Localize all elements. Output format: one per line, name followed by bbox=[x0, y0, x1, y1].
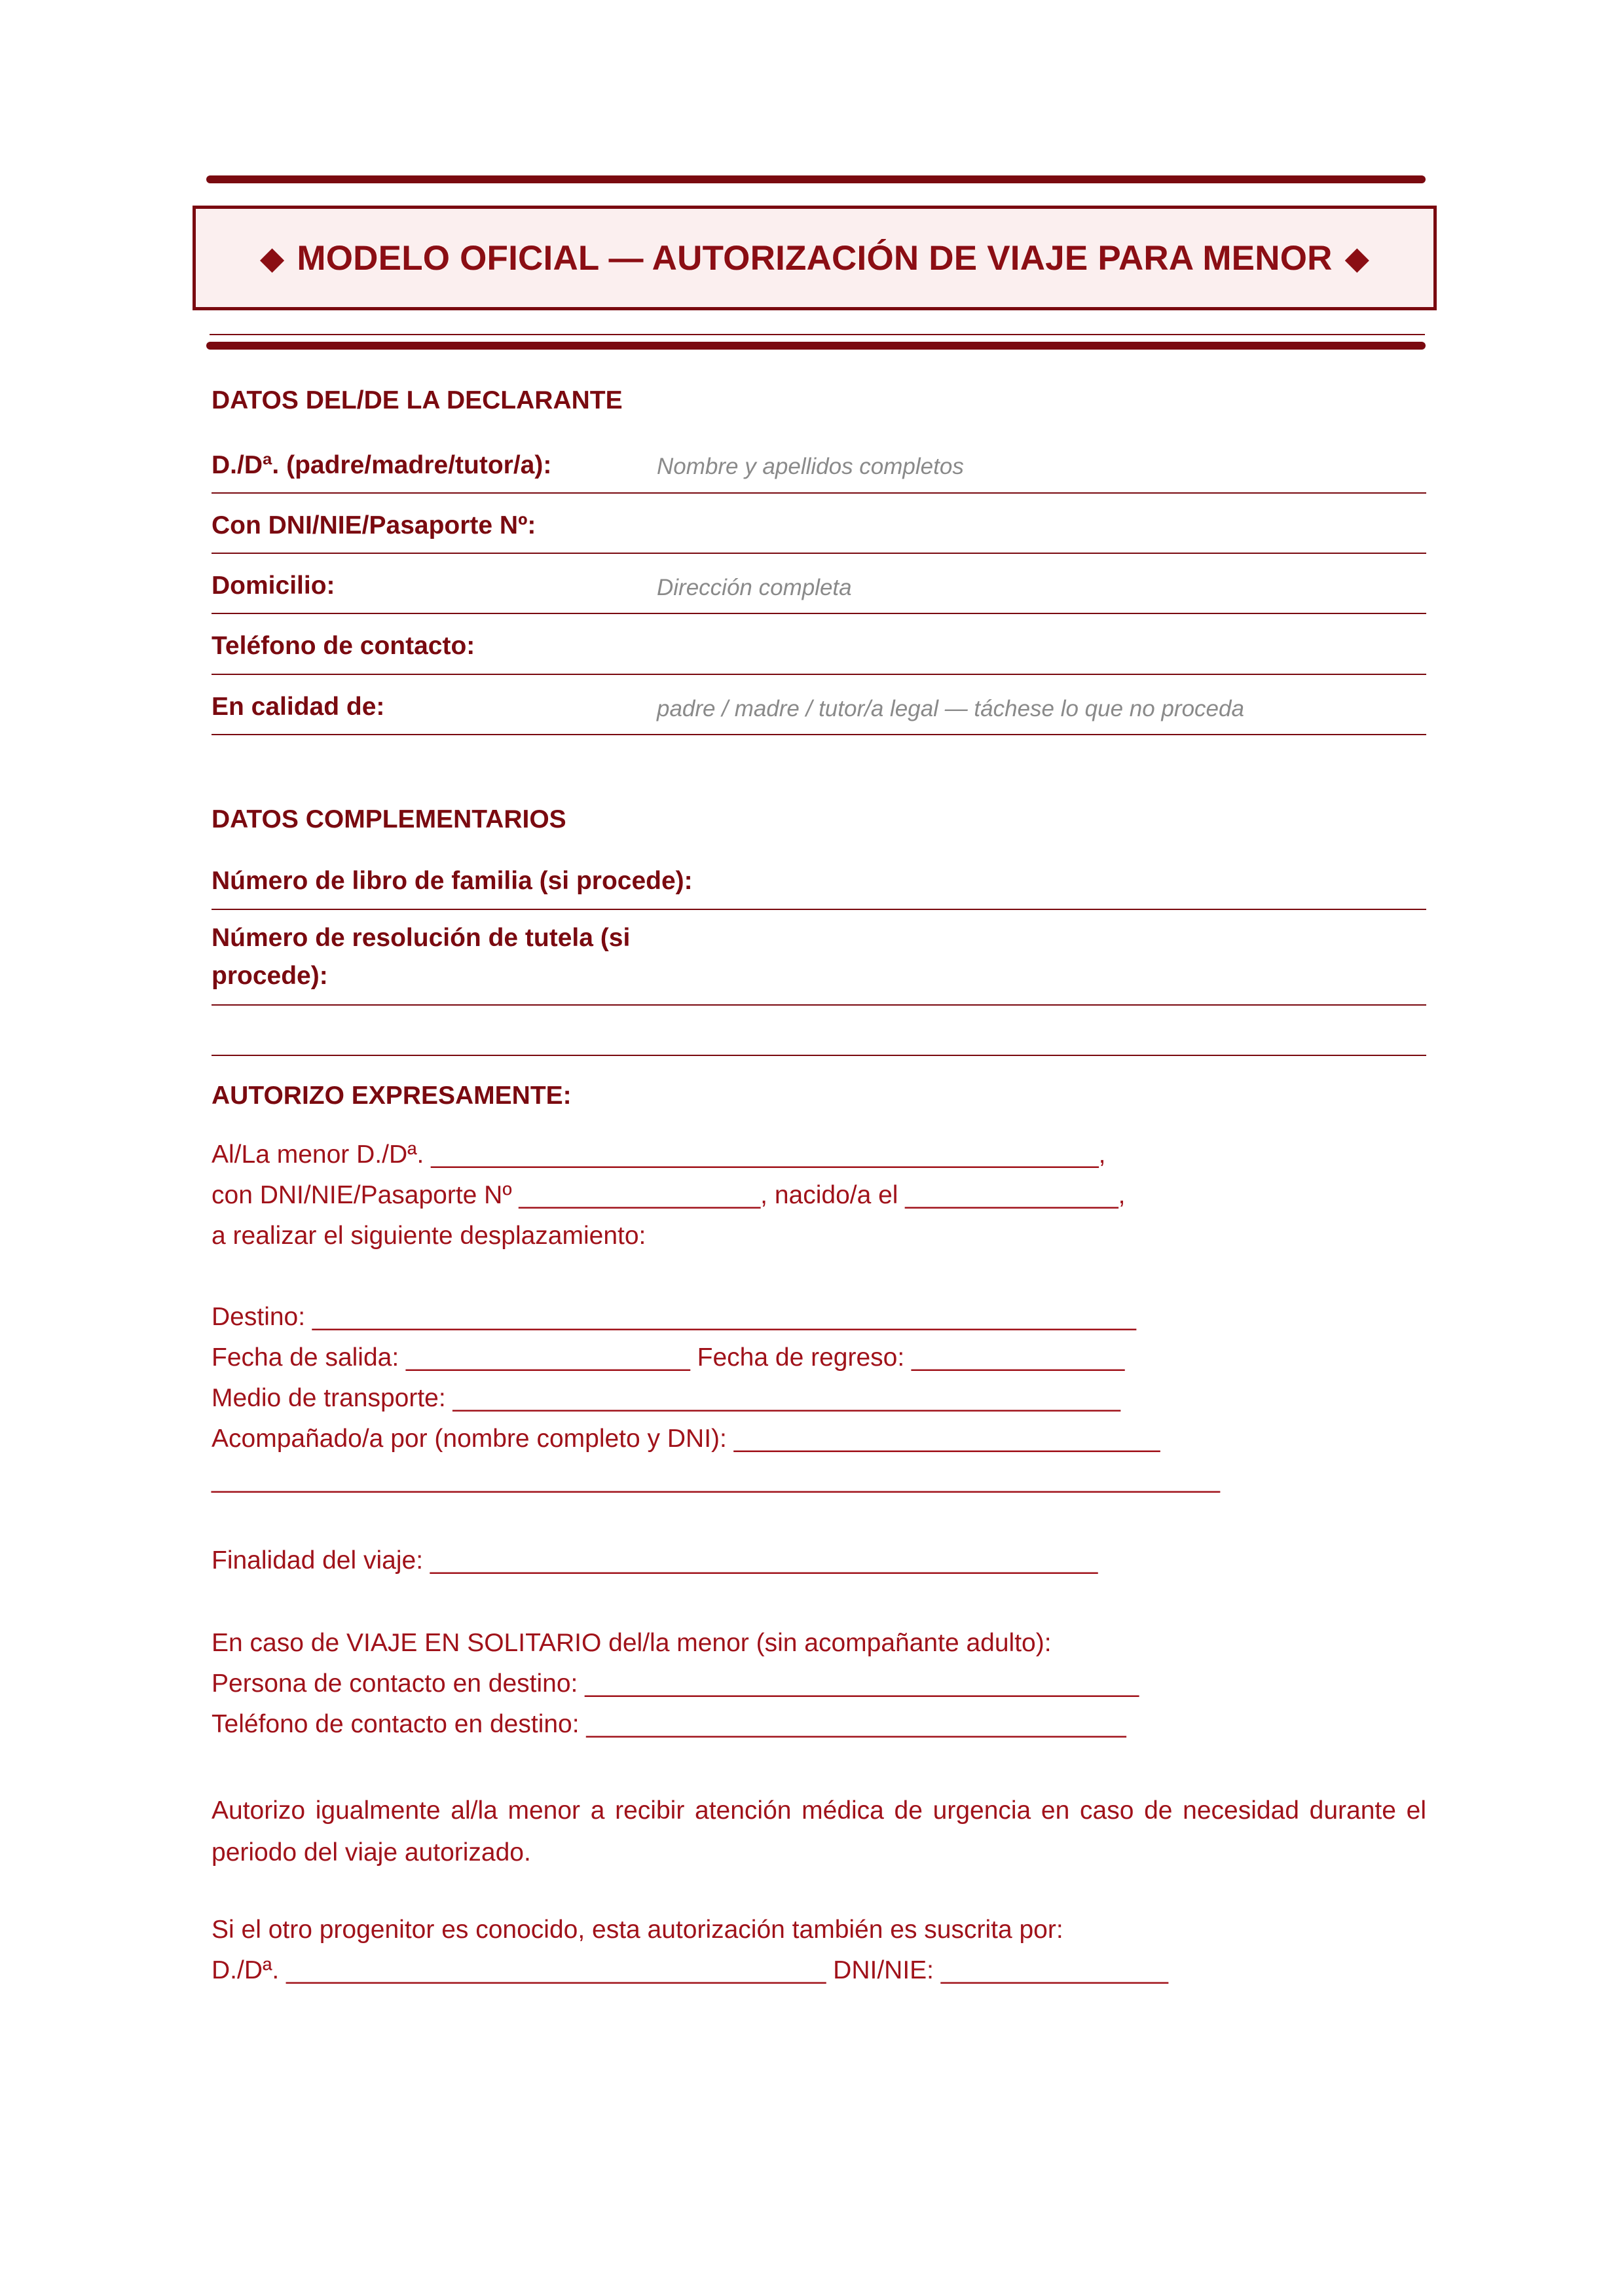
field-line-nombre[interactable] bbox=[212, 492, 1426, 494]
under-title-thick-rule bbox=[206, 342, 1426, 350]
field-line-libro-familia[interactable] bbox=[212, 909, 1426, 910]
field-hint-domicilio: Dirección completa bbox=[657, 575, 852, 600]
line-telefono-destino: Teléfono de contacto en destino: ______________________________________ bbox=[212, 1710, 1126, 1738]
line-transporte: Medio de transporte: _______________________________________________ bbox=[212, 1384, 1120, 1412]
section-heading-declarante: DATOS DEL/DE LA DECLARANTE bbox=[212, 386, 623, 414]
line-desplazamiento: a realizar el siguiente desplazamiento: bbox=[212, 1222, 646, 1250]
document-title-box bbox=[193, 206, 1437, 310]
field-hint-nombre: Nombre y apellidos completos bbox=[657, 454, 964, 479]
line-otro-progenitor: Si el otro progenitor es conocido, esta autorización también es suscrita por: bbox=[212, 1916, 1063, 1944]
field-line-telefono[interactable] bbox=[212, 674, 1426, 675]
top-rule bbox=[206, 175, 1426, 183]
field-label-resolucion-line1: Número de resolución de tutela (si bbox=[212, 924, 631, 952]
field-label-libro-familia: Número de libro de familia (si procede): bbox=[212, 867, 693, 895]
field-hint-calidad: padre / madre / tutor/a legal — táchese lo que no proceda bbox=[657, 696, 1244, 721]
line-menor-dni: con DNI/NIE/Pasaporte Nº _________________, nacido/a el _______________, bbox=[212, 1181, 1126, 1209]
field-line-resolucion[interactable] bbox=[212, 1004, 1426, 1006]
line-fechas: Fecha de salida: ____________________ Fecha de regreso: _______________ bbox=[212, 1343, 1125, 1372]
section-divider bbox=[212, 1055, 1426, 1056]
diamond-icon: ◆ bbox=[1345, 241, 1369, 275]
section-heading-autorizo: AUTORIZO EXPRESAMENTE: bbox=[212, 1082, 572, 1110]
line-menor-nombre: Al/La menor D./Dª. _______________________________________________, bbox=[212, 1140, 1106, 1169]
diamond-icon: ◆ bbox=[260, 241, 284, 275]
line-viaje-solitario: En caso de VIAJE EN SOLITARIO del/la menor (sin acompañante adulto): bbox=[212, 1629, 1052, 1657]
field-line-calidad[interactable] bbox=[212, 734, 1426, 735]
field-label-telefono: Teléfono de contacto: bbox=[212, 632, 475, 660]
field-label-dni: Con DNI/NIE/Pasaporte Nº: bbox=[212, 511, 536, 539]
field-label-resolucion-line2: procede): bbox=[212, 962, 328, 990]
line-otro-progenitor-datos: D./Dª. ______________________________________ DNI/NIE: ________________ bbox=[212, 1956, 1168, 1984]
line-destino: Destino: __________________________________________________________ bbox=[212, 1303, 1136, 1331]
document-title: MODELO OFICIAL — AUTORIZACIÓN DE VIAJE PARA MENOR bbox=[297, 238, 1333, 278]
line-acompanado-cont: _______________________________________________________________________ bbox=[212, 1465, 1220, 1493]
under-title-thin-rule bbox=[210, 334, 1425, 335]
field-label-nombre: D./Dª. (padre/madre/tutor/a): bbox=[212, 451, 552, 479]
line-contacto-destino: Persona de contacto en destino: _______________________________________ bbox=[212, 1669, 1139, 1698]
medical-authorization-paragraph: Autorizo igualmente al/la menor a recibir atención médica de urgencia en caso de necesidad durante el periodo del viaje autorizado. bbox=[212, 1796, 1426, 1867]
line-finalidad: Finalidad del viaje: _______________________________________________ bbox=[212, 1546, 1098, 1575]
field-line-dni[interactable] bbox=[212, 553, 1426, 554]
field-line-domicilio[interactable] bbox=[212, 613, 1426, 614]
field-label-domicilio: Domicilio: bbox=[212, 572, 335, 600]
field-label-calidad: En calidad de: bbox=[212, 693, 385, 721]
section-heading-complementarios: DATOS COMPLEMENTARIOS bbox=[212, 805, 566, 833]
line-acompanado: Acompañado/a por (nombre completo y DNI): ______________________________ bbox=[212, 1425, 1160, 1453]
